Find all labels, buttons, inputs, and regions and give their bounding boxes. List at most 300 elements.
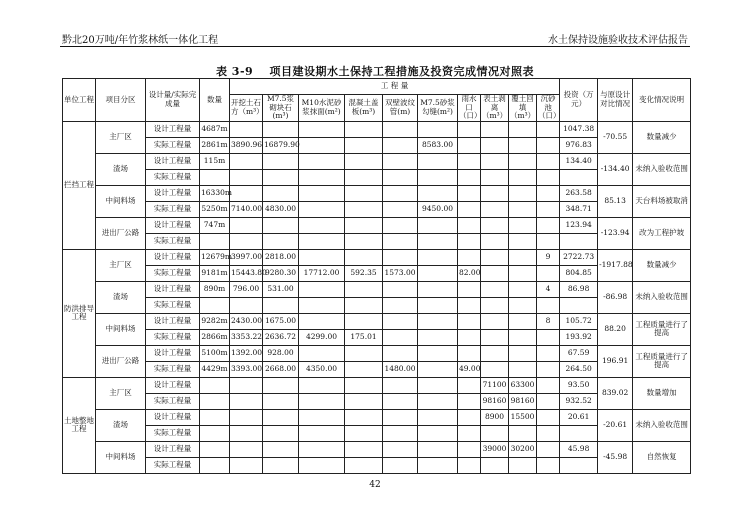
value-cell <box>481 233 509 249</box>
value-cell <box>345 281 383 297</box>
table-caption: 项目建设期水土保持工程措施及投资完成情况对照表 <box>269 65 535 78</box>
value-cell: 9 <box>537 249 560 265</box>
investment-cell <box>560 297 598 313</box>
value-cell <box>458 425 481 441</box>
change-cell: 数量增加 <box>633 377 691 409</box>
type-cell: 实际工程量 <box>146 425 200 441</box>
value-cell <box>509 233 537 249</box>
value-cell: 98160 <box>509 393 537 409</box>
table-row <box>63 137 691 153</box>
value-cell <box>537 425 560 441</box>
value-cell <box>383 153 418 169</box>
table-row <box>63 281 691 297</box>
qty-cell <box>200 377 230 393</box>
value-cell <box>537 377 560 393</box>
change-cell: 数量减少 <box>633 249 691 281</box>
value-cell <box>345 121 383 137</box>
value-cell <box>509 329 537 345</box>
investment-cell: 1047.38 <box>560 121 598 137</box>
value-cell <box>230 233 263 249</box>
col-engineering-sub: 沉砂池（口） <box>538 94 561 121</box>
value-cell <box>383 297 418 313</box>
compare-cell: -45.98 <box>598 441 633 473</box>
value-cell <box>481 329 509 345</box>
value-cell <box>418 297 458 313</box>
investment-cell: 193.92 <box>560 329 598 345</box>
value-cell <box>230 153 263 169</box>
type-cell: 实际工程量 <box>146 393 200 409</box>
value-cell: 4830.00 <box>263 201 299 217</box>
value-cell <box>230 169 263 185</box>
qty-cell <box>200 457 230 473</box>
investment-cell <box>560 169 598 185</box>
col-engineering-sub: 雨水口（口） <box>459 94 482 121</box>
value-cell <box>263 233 299 249</box>
qty-cell: 2861m <box>200 137 230 153</box>
type-cell: 实际工程量 <box>146 233 200 249</box>
compare-cell: -70.55 <box>598 121 633 153</box>
investment-cell: 86.98 <box>560 281 598 297</box>
value-cell <box>230 425 263 441</box>
table-title <box>0 63 750 79</box>
value-cell <box>263 169 299 185</box>
value-cell <box>537 169 560 185</box>
value-cell <box>458 345 481 361</box>
qty-cell: 747m <box>200 217 230 233</box>
table-row <box>63 185 691 201</box>
value-cell: 15500 <box>509 409 537 425</box>
investment-cell: 105.72 <box>560 313 598 329</box>
value-cell <box>481 153 509 169</box>
value-cell <box>537 393 560 409</box>
type-cell: 实际工程量 <box>146 169 200 185</box>
type-cell: 设计工程量 <box>146 249 200 265</box>
qty-cell: 115m <box>200 153 230 169</box>
value-cell <box>509 201 537 217</box>
value-cell: 4350.00 <box>299 361 345 377</box>
value-cell <box>537 137 560 153</box>
value-cell <box>383 185 418 201</box>
compare-cell: -20.61 <box>598 409 633 441</box>
compare-cell: -86.98 <box>598 281 633 313</box>
value-cell: 98160 <box>481 393 509 409</box>
qty-cell <box>200 441 230 457</box>
value-cell <box>230 121 263 137</box>
value-cell <box>263 185 299 201</box>
table-row <box>63 441 691 457</box>
unit-cell: 防洪排导工程 <box>63 249 96 377</box>
value-cell <box>481 217 509 233</box>
value-cell: 15443.80 <box>230 265 263 281</box>
value-cell <box>458 441 481 457</box>
table-row <box>63 153 691 169</box>
value-cell <box>383 425 418 441</box>
compare-cell: 196.91 <box>598 345 633 377</box>
col-engineering-sub: M7.5浆砌块石(m³) <box>263 95 299 122</box>
value-cell <box>345 153 383 169</box>
value-cell: 63300 <box>509 377 537 393</box>
value-cell <box>383 121 418 137</box>
value-cell <box>263 377 299 393</box>
col-engineering-sub: M7.5砂浆勾缝(m²) <box>418 95 458 122</box>
type-cell: 实际工程量 <box>146 457 200 473</box>
value-cell <box>299 249 345 265</box>
value-cell <box>481 361 509 377</box>
value-cell <box>299 345 345 361</box>
value-cell <box>345 425 383 441</box>
value-cell <box>481 169 509 185</box>
value-cell <box>481 313 509 329</box>
value-cell <box>299 297 345 313</box>
value-cell <box>509 121 537 137</box>
value-cell <box>418 409 458 425</box>
value-cell: 2636.72 <box>263 329 299 345</box>
table-number: 表 3-9 <box>215 65 254 78</box>
value-cell <box>509 265 537 281</box>
zone-cell: 进出厂公路 <box>96 217 146 249</box>
value-cell <box>509 153 537 169</box>
value-cell <box>418 217 458 233</box>
change-cell: 自然恢复 <box>633 441 691 473</box>
table-row <box>63 409 691 425</box>
value-cell: 3890.96 <box>230 137 263 153</box>
col-engineering: 工 程 量 <box>230 79 560 95</box>
value-cell: 796.00 <box>230 281 263 297</box>
value-cell <box>230 185 263 201</box>
zone-cell: 进出厂公路 <box>96 345 146 377</box>
table-row <box>63 425 691 441</box>
value-cell <box>230 377 263 393</box>
value-cell <box>383 137 418 153</box>
value-cell <box>230 297 263 313</box>
type-cell: 实际工程量 <box>146 265 200 281</box>
value-cell <box>383 441 418 457</box>
value-cell <box>537 409 560 425</box>
value-cell <box>230 393 263 409</box>
value-cell <box>230 409 263 425</box>
qty-cell <box>200 233 230 249</box>
value-cell <box>481 345 509 361</box>
value-cell <box>458 329 481 345</box>
value-cell <box>418 265 458 281</box>
value-cell <box>509 169 537 185</box>
value-cell <box>263 217 299 233</box>
value-cell: 2668.00 <box>263 361 299 377</box>
unit-cell: 土地整地工程 <box>63 377 96 473</box>
value-cell: 1480.00 <box>383 361 418 377</box>
type-cell: 设计工程量 <box>146 377 200 393</box>
value-cell: 3997.00 <box>230 249 263 265</box>
value-cell <box>458 201 481 217</box>
value-cell <box>458 217 481 233</box>
value-cell <box>537 457 560 473</box>
value-cell: 71100 <box>481 377 509 393</box>
type-cell: 实际工程量 <box>146 297 200 313</box>
col-engineering-sub: 表土剥离（m³） <box>482 94 508 121</box>
value-cell <box>345 393 383 409</box>
qty-cell: 9181m <box>200 265 230 281</box>
value-cell <box>299 217 345 233</box>
table-row <box>63 121 691 137</box>
value-cell <box>345 137 383 153</box>
investment-cell: 45.98 <box>560 441 598 457</box>
value-cell <box>509 361 537 377</box>
value-cell <box>418 185 458 201</box>
value-cell: 592.35 <box>345 265 383 281</box>
value-cell <box>509 297 537 313</box>
investment-cell: 93.50 <box>560 377 598 393</box>
type-cell: 实际工程量 <box>146 361 200 377</box>
col-engineering-sub: 双壁波纹管(m) <box>383 95 418 122</box>
value-cell <box>345 217 383 233</box>
value-cell <box>537 233 560 249</box>
measures-table <box>62 78 691 474</box>
value-cell <box>230 457 263 473</box>
investment-cell: 348.71 <box>560 201 598 217</box>
value-cell <box>481 201 509 217</box>
value-cell <box>263 121 299 137</box>
value-cell <box>263 153 299 169</box>
change-cell: 未纳入验收范围 <box>633 281 691 313</box>
unit-cell: 拦挡工程 <box>63 121 96 249</box>
value-cell <box>509 425 537 441</box>
value-cell <box>481 457 509 473</box>
type-cell: 实际工程量 <box>146 329 200 345</box>
value-cell <box>299 313 345 329</box>
value-cell <box>383 233 418 249</box>
value-cell <box>345 377 383 393</box>
value-cell <box>383 169 418 185</box>
col-engineering-sub: 覆土回填（m³） <box>510 94 536 121</box>
zone-cell: 主厂区 <box>96 377 146 409</box>
value-cell <box>537 329 560 345</box>
compare-cell: -1917.88 <box>598 249 633 281</box>
col-quantity: 数量 <box>200 79 230 122</box>
value-cell <box>263 393 299 409</box>
value-cell <box>299 121 345 137</box>
value-cell: 2430.00 <box>230 313 263 329</box>
value-cell <box>458 169 481 185</box>
qty-cell: 2866m <box>200 329 230 345</box>
value-cell <box>299 409 345 425</box>
value-cell <box>230 441 263 457</box>
value-cell <box>383 249 418 265</box>
value-cell: 4 <box>537 281 560 297</box>
value-cell <box>418 281 458 297</box>
col-engineering-sub: 混凝土盖板(m³) <box>345 95 383 122</box>
qty-cell: 9282m <box>200 313 230 329</box>
type-cell: 设计工程量 <box>146 281 200 297</box>
value-cell <box>418 377 458 393</box>
investment-cell: 976.83 <box>560 137 598 153</box>
value-cell <box>383 377 418 393</box>
value-cell <box>383 457 418 473</box>
value-cell <box>299 153 345 169</box>
col-engineering-sub: M10水泥砂浆抹面(m²) <box>299 95 345 122</box>
type-cell: 设计工程量 <box>146 217 200 233</box>
change-cell: 数量减少 <box>633 121 691 153</box>
value-cell <box>537 441 560 457</box>
table-row <box>63 361 691 377</box>
col-investment: 投资（万元） <box>560 79 598 122</box>
value-cell <box>383 201 418 217</box>
value-cell <box>537 345 560 361</box>
value-cell: 49.00 <box>458 361 481 377</box>
zone-cell: 主厂区 <box>96 121 146 153</box>
value-cell <box>345 185 383 201</box>
value-cell <box>458 297 481 313</box>
qty-cell: 4429m <box>200 361 230 377</box>
qty-cell: 16330m <box>200 185 230 201</box>
qty-cell <box>200 393 230 409</box>
table-row <box>63 265 691 281</box>
value-cell <box>345 441 383 457</box>
table-row <box>63 313 691 329</box>
change-cell: 工程质量进行了提高 <box>633 345 691 377</box>
value-cell <box>481 297 509 313</box>
investment-cell <box>560 457 598 473</box>
value-cell <box>509 217 537 233</box>
table-body <box>63 121 691 473</box>
value-cell <box>345 169 383 185</box>
qty-cell <box>200 297 230 313</box>
value-cell <box>481 185 509 201</box>
value-cell: 17712.00 <box>299 265 345 281</box>
value-cell: 9450.00 <box>418 201 458 217</box>
table-head <box>63 79 691 122</box>
value-cell <box>299 457 345 473</box>
col-engineering-sub: 开挖土石方（m³） <box>230 95 263 122</box>
compare-cell: -123.94 <box>598 217 633 249</box>
value-cell: 7140.00 <box>230 201 263 217</box>
compare-cell: -134.40 <box>598 153 633 185</box>
value-cell: 175.01 <box>345 329 383 345</box>
value-cell <box>383 345 418 361</box>
investment-cell: 134.40 <box>560 153 598 169</box>
col-compare: 与原设计对比情况 <box>598 79 633 122</box>
value-cell <box>537 297 560 313</box>
page-number: 42 <box>369 480 381 490</box>
value-cell <box>481 265 509 281</box>
value-cell <box>345 361 383 377</box>
value-cell <box>299 393 345 409</box>
value-cell: 928.00 <box>263 345 299 361</box>
value-cell <box>481 281 509 297</box>
value-cell <box>537 185 560 201</box>
qty-cell: 4687m <box>200 121 230 137</box>
value-cell <box>481 121 509 137</box>
value-cell <box>537 265 560 281</box>
value-cell: 30200 <box>509 441 537 457</box>
value-cell <box>509 345 537 361</box>
change-cell: 改为工程护坡 <box>633 217 691 249</box>
value-cell <box>263 425 299 441</box>
table-row <box>63 201 691 217</box>
type-cell: 设计工程量 <box>146 153 200 169</box>
value-cell: 9280.30 <box>263 265 299 281</box>
value-cell <box>418 329 458 345</box>
value-cell <box>418 345 458 361</box>
value-cell <box>418 425 458 441</box>
value-cell <box>509 185 537 201</box>
compare-cell: 839.02 <box>598 377 633 409</box>
value-cell <box>345 233 383 249</box>
investment-cell: 263.58 <box>560 185 598 201</box>
value-cell <box>383 329 418 345</box>
value-cell: 8900 <box>481 409 509 425</box>
type-cell: 设计工程量 <box>146 441 200 457</box>
value-cell <box>458 281 481 297</box>
type-cell: 实际工程量 <box>146 137 200 153</box>
table-row <box>63 457 691 473</box>
value-cell <box>509 281 537 297</box>
zone-cell: 中间料场 <box>96 185 146 217</box>
value-cell <box>458 409 481 425</box>
value-cell <box>263 409 299 425</box>
value-cell <box>509 313 537 329</box>
change-cell: 工程质量进行了提高 <box>633 313 691 345</box>
value-cell <box>299 169 345 185</box>
value-cell <box>299 425 345 441</box>
change-cell: 未纳入验收范围 <box>633 153 691 185</box>
type-cell: 实际工程量 <box>146 201 200 217</box>
value-cell <box>299 137 345 153</box>
investment-cell <box>560 425 598 441</box>
table-row <box>63 249 691 265</box>
value-cell <box>263 457 299 473</box>
header-project-name: 黔北20万吨/年竹浆林纸一体化工程 <box>62 35 219 46</box>
compare-cell: 85.13 <box>598 185 633 217</box>
table-row <box>63 297 691 313</box>
value-cell <box>537 201 560 217</box>
qty-cell <box>200 425 230 441</box>
value-cell <box>537 121 560 137</box>
zone-cell: 渣场 <box>96 409 146 441</box>
value-cell <box>537 153 560 169</box>
investment-cell: 804.85 <box>560 265 598 281</box>
value-cell <box>345 201 383 217</box>
value-cell <box>230 217 263 233</box>
value-cell: 1675.00 <box>263 313 299 329</box>
value-cell <box>458 457 481 473</box>
value-cell <box>263 297 299 313</box>
type-cell: 设计工程量 <box>146 313 200 329</box>
col-zone: 项目分区 <box>96 79 146 122</box>
value-cell <box>299 185 345 201</box>
value-cell <box>509 249 537 265</box>
value-cell: 39000 <box>481 441 509 457</box>
zone-cell: 中间料场 <box>96 441 146 473</box>
value-cell: 531.00 <box>263 281 299 297</box>
value-cell: 3393.00 <box>230 361 263 377</box>
value-cell <box>458 121 481 137</box>
header-report-name: 水土保持设施验收技术评估报告 <box>548 35 688 46</box>
value-cell <box>418 121 458 137</box>
value-cell <box>383 409 418 425</box>
value-cell: 8 <box>537 313 560 329</box>
value-cell: 3353.22 <box>230 329 263 345</box>
col-design-actual: 设计量/实际完成量 <box>146 79 200 122</box>
investment-cell: 932.52 <box>560 393 598 409</box>
value-cell <box>509 137 537 153</box>
value-cell <box>383 313 418 329</box>
zone-cell: 渣场 <box>96 153 146 185</box>
qty-cell: 5250m <box>200 201 230 217</box>
investment-cell: 2722.73 <box>560 249 598 265</box>
value-cell: 16879.90 <box>263 137 299 153</box>
value-cell <box>345 345 383 361</box>
value-cell: 1392.00 <box>230 345 263 361</box>
